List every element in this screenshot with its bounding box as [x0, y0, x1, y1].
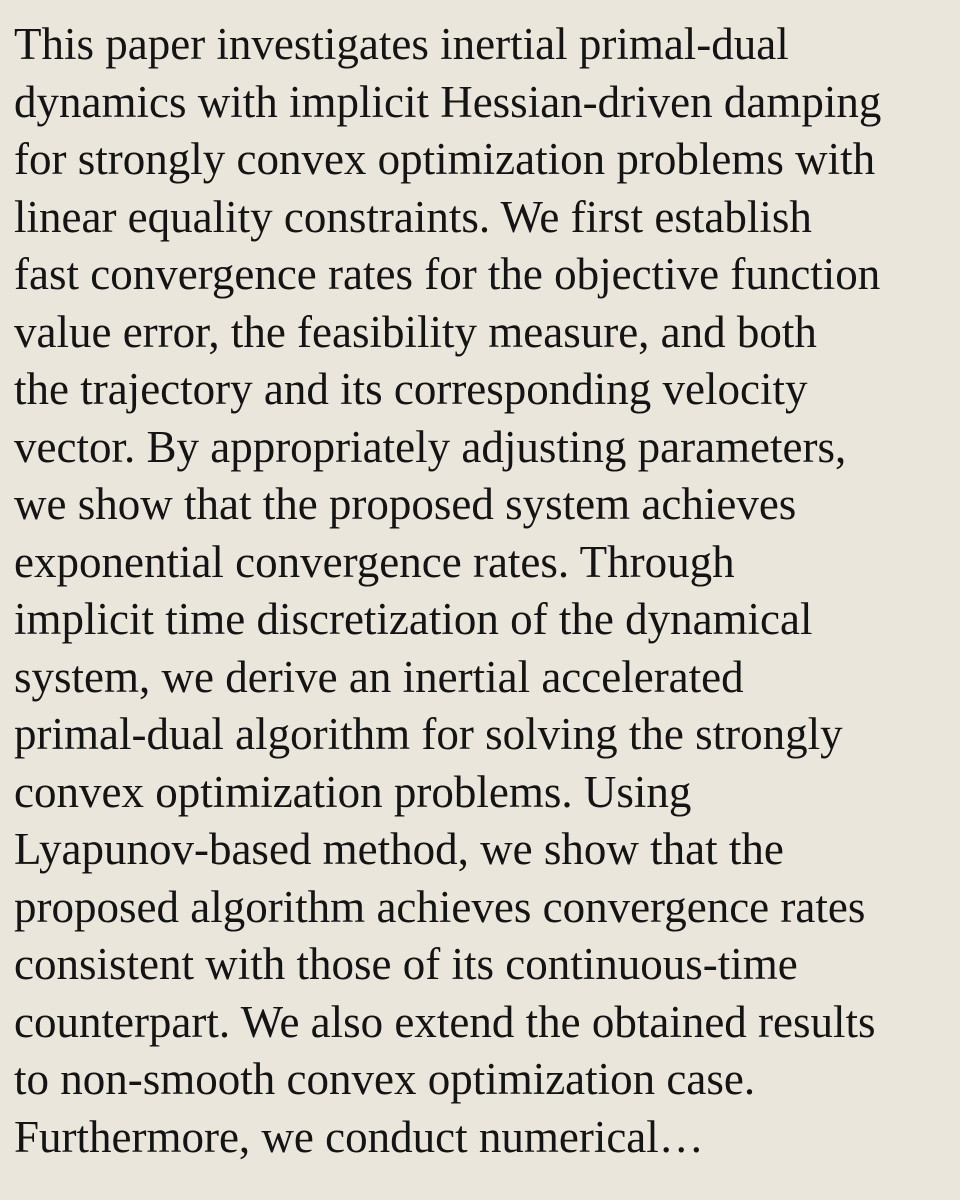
abstract-line: value error, the feasibility measure, and both [14, 306, 817, 357]
abstract-line: implicit time discretization of the dynamical [14, 594, 813, 644]
abstract-line: system, we derive an inertial accelerated [14, 651, 744, 702]
abstract-line: Lyapunov-based method, we show that the [14, 824, 784, 874]
abstract-line: This paper investigates inertial primal-dual [14, 19, 789, 69]
abstract-line: dynamics with implicit Hessian-driven damping [14, 76, 882, 127]
abstract-line: to non-smooth convex optimization case. [14, 1054, 756, 1104]
abstract-line: counterpart. We also extend the obtained results [14, 996, 876, 1047]
abstract-line: the trajectory and its corresponding velocity [14, 364, 808, 414]
abstract-line: Furthermore, we conduct numerical… [14, 1111, 704, 1162]
abstract-line: proposed algorithm achieves convergence rates [14, 881, 866, 932]
abstract-line: fast convergence rates for the objective function [14, 249, 881, 299]
abstract-line: vector. By appropriately adjusting parameters, [14, 421, 847, 472]
abstract-text [14, 16, 946, 1166]
abstract-line: we show that the proposed system achieves [14, 479, 797, 529]
abstract-line: convex optimization problems. Using [14, 766, 692, 817]
abstract-line: consistent with those of its continuous-time [14, 939, 798, 989]
abstract-line: linear equality constraints. We first establish [14, 191, 812, 242]
abstract-line: for strongly convex optimization problems with [14, 134, 876, 184]
abstract-line: exponential convergence rates. Through [14, 536, 735, 587]
abstract-line: primal-dual algorithm for solving the strongly [14, 709, 843, 759]
